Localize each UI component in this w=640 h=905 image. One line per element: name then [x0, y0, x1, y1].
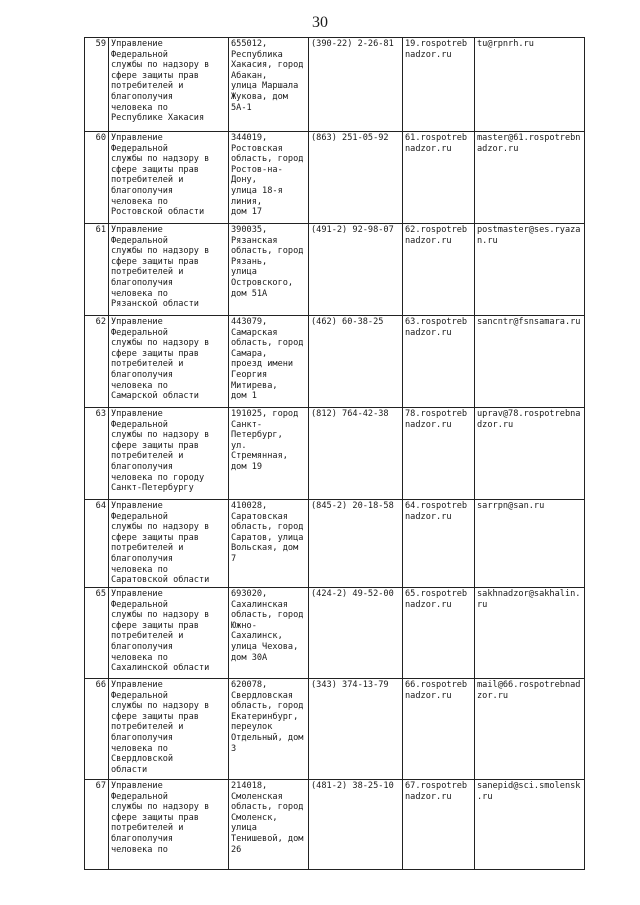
organization-cell: Управление Федеральной службы по надзору в сфере защиты прав потребителей и благополучия человека по городу Санкт-Петербургу — [109, 408, 229, 500]
row-number: 60 — [85, 132, 109, 224]
email-cell: master@61.rospotrebn adzor.ru — [475, 132, 585, 224]
address-cell: 191025, город Санкт- Петербург, ул. Стремянная, дом 19 — [229, 408, 309, 500]
website-cell: 67.rospotreb nadzor.ru — [403, 780, 475, 870]
address-cell: 693020, Сахалинская область, город Южно- Сахалинск, улица Чехова, дом 30А — [229, 588, 309, 679]
table-row — [85, 588, 585, 679]
table-row — [85, 780, 585, 870]
table-row — [85, 224, 585, 316]
row-number: 65 — [85, 588, 109, 679]
table-row — [85, 500, 585, 588]
row-number: 63 — [85, 408, 109, 500]
website-cell: 63.rospotreb nadzor.ru — [403, 316, 475, 408]
registry-table — [84, 37, 585, 870]
email-cell: sarrpn@san.ru — [475, 500, 585, 588]
email-cell: uprav@78.rospotrebna dzor.ru — [475, 408, 585, 500]
address-cell: 620078, Свердловская область, город Екатеринбург, переулок Отдельный, дом 3 — [229, 679, 309, 780]
organization-cell: Управление Федеральной службы по надзору в сфере защиты прав потребителей и благополучия человека по Рязанской области — [109, 224, 229, 316]
row-number: 67 — [85, 780, 109, 870]
email-cell: tu@rpnrh.ru — [475, 38, 585, 132]
phone-cell: (481-2) 38-25-10 — [309, 780, 403, 870]
table-row — [85, 132, 585, 224]
table-row — [85, 408, 585, 500]
page-number: 30 — [312, 14, 328, 31]
row-number: 59 — [85, 38, 109, 132]
website-cell: 19.rospotreb nadzor.ru — [403, 38, 475, 132]
table-row — [85, 679, 585, 780]
email-cell: sakhnadzor@sakhalin. ru — [475, 588, 585, 679]
website-cell: 66.rospotreb nadzor.ru — [403, 679, 475, 780]
row-number: 66 — [85, 679, 109, 780]
organization-cell: Управление Федеральной службы по надзору в сфере защиты прав потребителей и благополучия человека по Саратовской области — [109, 500, 229, 588]
phone-cell: (343) 374-13-79 — [309, 679, 403, 780]
address-cell: 443079, Самарская область, город Самара, проезд имени Георгия Митирева, дом 1 — [229, 316, 309, 408]
website-cell: 65.rospotreb nadzor.ru — [403, 588, 475, 679]
phone-cell: (812) 764-42-38 — [309, 408, 403, 500]
phone-cell: (491-2) 92-98-07 — [309, 224, 403, 316]
phone-cell: (462) 60-38-25 — [309, 316, 403, 408]
organization-cell: Управление Федеральной службы по надзору в сфере защиты прав потребителей и благополучия человека по Республике Хакасия — [109, 38, 229, 132]
row-number: 62 — [85, 316, 109, 408]
website-cell: 62.rospotreb nadzor.ru — [403, 224, 475, 316]
phone-cell: (424-2) 49-52-00 — [309, 588, 403, 679]
phone-cell: (863) 251-05-92 — [309, 132, 403, 224]
address-cell: 390035, Рязанская область, город Рязань, улица Островского, дом 51А — [229, 224, 309, 316]
organization-cell: Управление Федеральной службы по надзору в сфере защиты прав потребителей и благополучия человека по Свердловской области — [109, 679, 229, 780]
website-cell: 78.rospotreb nadzor.ru — [403, 408, 475, 500]
website-cell: 64.rospotreb nadzor.ru — [403, 500, 475, 588]
address-cell: 655012, Республика Хакасия, город Абакан, улица Маршала Жукова, дом 5А-1 — [229, 38, 309, 132]
email-cell: sanepid@sci.smolensk .ru — [475, 780, 585, 870]
email-cell: sancntr@fsnsamara.ru — [475, 316, 585, 408]
address-cell: 214018, Смоленская область, город Смоленск, улица Тенишевой, дом 26 — [229, 780, 309, 870]
organization-cell: Управление Федеральной службы по надзору в сфере защиты прав потребителей и благополучия человека по Самарской области — [109, 316, 229, 408]
registry-rows — [85, 38, 585, 870]
email-cell: postmaster@ses.ryaza n.ru — [475, 224, 585, 316]
website-cell: 61.rospotreb nadzor.ru — [403, 132, 475, 224]
address-cell: 410028, Саратовская область, город Саратов, улица Вольская, дом 7 — [229, 500, 309, 588]
organization-cell: Управление Федеральной службы по надзору в сфере защиты прав потребителей и благополучия человека по — [109, 780, 229, 870]
email-cell: mail@66.rospotrebnad zor.ru — [475, 679, 585, 780]
phone-cell: (390-22) 2-26-81 — [309, 38, 403, 132]
organization-cell: Управление Федеральной службы по надзору в сфере защиты прав потребителей и благополучия человека по Ростовской области — [109, 132, 229, 224]
phone-cell: (845-2) 20-18-58 — [309, 500, 403, 588]
table-row — [85, 38, 585, 132]
row-number: 61 — [85, 224, 109, 316]
table-row — [85, 316, 585, 408]
row-number: 64 — [85, 500, 109, 588]
organization-cell: Управление Федеральной службы по надзору в сфере защиты прав потребителей и благополучия человека по Сахалинской области — [109, 588, 229, 679]
address-cell: 344019, Ростовская область, город Ростов-на- Дону, улица 18-я линия, дом 17 — [229, 132, 309, 224]
